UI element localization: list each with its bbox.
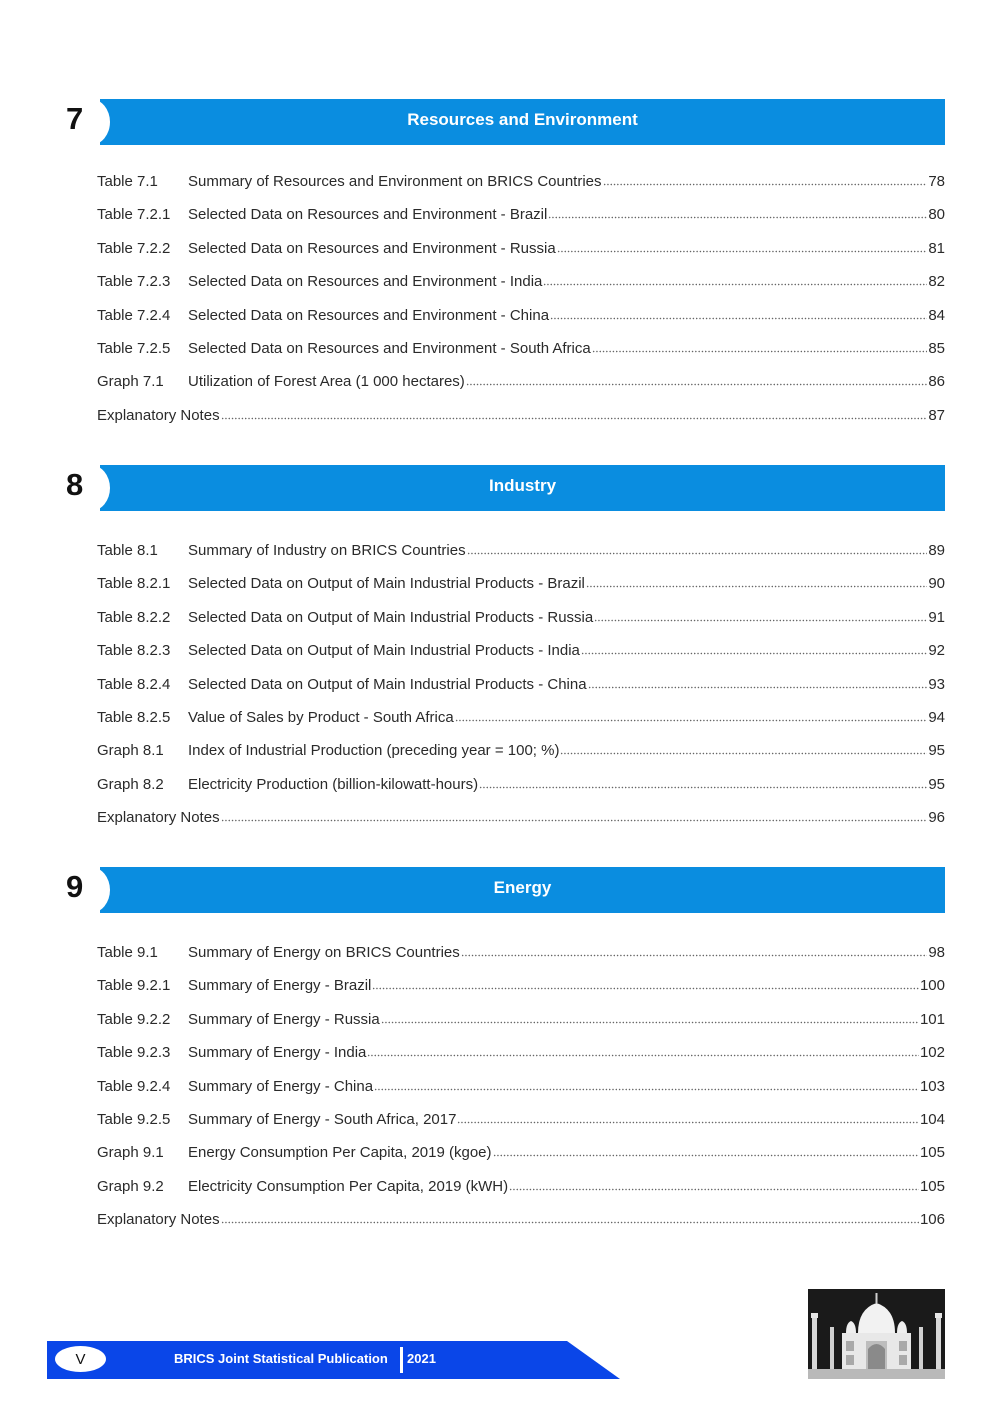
toc-entry-page: 85 bbox=[928, 339, 945, 357]
toc-entry-page: 106 bbox=[919, 1211, 945, 1229]
section-title: Energy bbox=[493, 878, 552, 897]
toc-entry-label: Table 9.2.5 bbox=[97, 1110, 171, 1128]
dot-leader bbox=[557, 239, 928, 253]
taj-mahal-icon bbox=[808, 1289, 945, 1379]
toc-entry[interactable] bbox=[97, 775, 945, 808]
dot-leader bbox=[509, 1177, 919, 1191]
toc-entry-caption: Explanatory Notes bbox=[97, 406, 220, 424]
toc-entry-page: 80 bbox=[928, 206, 945, 224]
toc-entry-caption: Summary of Energy - China bbox=[188, 1077, 374, 1095]
toc-entry-caption: Utilization of Forest Area (1 000 hectares) bbox=[188, 373, 465, 391]
dot-leader bbox=[374, 1077, 919, 1091]
toc-entry-caption: Summary of Energy - South Africa, 2017 bbox=[188, 1110, 457, 1128]
toc-entry-label: Table 8.1 bbox=[97, 542, 158, 559]
toc-entry-caption: Explanatory Notes bbox=[97, 1211, 220, 1229]
toc-list-8 bbox=[97, 541, 945, 842]
chapter-number: 7 bbox=[66, 101, 84, 136]
toc-entry-page: 91 bbox=[928, 608, 945, 626]
dot-leader bbox=[467, 541, 928, 555]
toc-entry-caption: Electricity Consumption Per Capita, 2019 (kWH) bbox=[188, 1177, 509, 1195]
toc-entry-label: Table 9.2.4 bbox=[97, 1077, 171, 1095]
toc-entry-page: 102 bbox=[919, 1044, 945, 1062]
toc-entry-label: Graph 9.1 bbox=[97, 1144, 164, 1162]
toc-entry[interactable] bbox=[97, 943, 945, 976]
section-header-bar bbox=[100, 867, 945, 913]
chapter-number: 9 bbox=[66, 869, 84, 904]
toc-entry-label: Table 8.2.2 bbox=[97, 608, 171, 626]
dot-leader bbox=[560, 741, 927, 755]
toc-entry-caption: Selected Data on Output of Main Industrial Products - China bbox=[188, 675, 587, 693]
toc-entry-caption: Summary of Energy - Russia bbox=[188, 1010, 380, 1028]
toc-entry[interactable] bbox=[97, 272, 945, 305]
toc-entry-caption: Summary of Energy - Brazil bbox=[188, 977, 372, 995]
toc-entry-caption: Summary of Energy on BRICS Countries bbox=[188, 944, 460, 961]
toc-entry-label: Table 8.2.4 bbox=[97, 675, 171, 693]
dot-leader bbox=[455, 708, 928, 722]
toc-entry-page: 96 bbox=[928, 809, 945, 827]
dot-leader bbox=[548, 205, 927, 219]
toc-entry[interactable] bbox=[97, 1077, 945, 1110]
dot-leader bbox=[581, 641, 927, 655]
toc-entry-caption: Summary of Energy - India bbox=[188, 1044, 367, 1062]
publication-year: 2021 bbox=[407, 1351, 436, 1366]
toc-entry-caption: Index of Industrial Production (preceding year = 100; %) bbox=[188, 742, 560, 760]
toc-entry[interactable] bbox=[97, 372, 945, 405]
toc-entry-label: Table 8.2.1 bbox=[97, 575, 171, 593]
toc-entry-page: 104 bbox=[919, 1110, 945, 1128]
toc-entry-label: Table 8.2.3 bbox=[97, 642, 171, 660]
toc-entry-label: Graph 7.1 bbox=[97, 373, 164, 391]
toc-entry-page: 105 bbox=[919, 1177, 945, 1195]
toc-entry-page: 86 bbox=[928, 373, 945, 391]
dot-leader bbox=[221, 808, 928, 822]
chapter-number: 8 bbox=[66, 467, 84, 502]
toc-entry[interactable] bbox=[97, 339, 945, 372]
toc-entry[interactable] bbox=[97, 406, 945, 439]
toc-entry-page: 92 bbox=[928, 642, 945, 660]
toc-entry-page: 100 bbox=[919, 977, 945, 995]
toc-entry-label: Graph 9.2 bbox=[97, 1177, 164, 1195]
toc-entry-label: Table 7.2.2 bbox=[97, 239, 171, 257]
toc-entry-page: 95 bbox=[928, 742, 945, 760]
dot-leader bbox=[588, 675, 928, 689]
dot-leader bbox=[367, 1043, 919, 1057]
dot-leader bbox=[586, 574, 927, 588]
toc-entry-page: 101 bbox=[919, 1010, 945, 1028]
toc-entry-label: Graph 8.1 bbox=[97, 742, 164, 760]
section-header-bar bbox=[100, 465, 945, 511]
section-header-bar bbox=[100, 99, 945, 145]
toc-list-7 bbox=[97, 172, 945, 439]
toc-entry-label: Table 7.2.3 bbox=[97, 273, 171, 291]
toc-entry-caption: Selected Data on Resources and Environment - South Africa bbox=[188, 339, 591, 357]
dot-leader bbox=[594, 608, 927, 622]
toc-entry-page: 103 bbox=[919, 1077, 945, 1095]
toc-entry-label: Table 9.2.2 bbox=[97, 1010, 171, 1028]
toc-entry-label: Table 7.2.4 bbox=[97, 306, 171, 324]
page-number: V bbox=[55, 1346, 106, 1372]
footer-divider bbox=[400, 1347, 403, 1373]
toc-entry-page: 90 bbox=[928, 575, 945, 593]
toc-entry[interactable] bbox=[97, 808, 945, 841]
toc-entry-page: 81 bbox=[928, 239, 945, 257]
toc-entry-label: Table 9.2.1 bbox=[97, 977, 171, 995]
toc-entry[interactable] bbox=[97, 541, 945, 574]
toc-entry[interactable] bbox=[97, 641, 945, 674]
toc-entry[interactable] bbox=[97, 708, 945, 741]
dot-leader bbox=[603, 172, 928, 186]
toc-entry-label: Table 7.1 bbox=[97, 173, 158, 190]
toc-entry[interactable] bbox=[97, 1010, 945, 1043]
toc-entry[interactable] bbox=[97, 675, 945, 708]
toc-entry[interactable] bbox=[97, 1043, 945, 1076]
toc-entry-page: 98 bbox=[928, 944, 945, 961]
toc-entry-page: 84 bbox=[928, 306, 945, 324]
toc-entry-page: 89 bbox=[928, 542, 945, 559]
toc-entry[interactable] bbox=[97, 239, 945, 272]
toc-entry-caption: Explanatory Notes bbox=[97, 809, 220, 827]
dot-leader bbox=[221, 406, 928, 420]
toc-entry-label: Graph 8.2 bbox=[97, 775, 164, 793]
dot-leader bbox=[592, 339, 928, 353]
dot-leader bbox=[543, 272, 927, 286]
toc-entry-caption: Selected Data on Resources and Environment - Russia bbox=[188, 239, 556, 257]
toc-entry-caption: Selected Data on Resources and Environment - China bbox=[188, 306, 550, 324]
dot-leader bbox=[461, 943, 928, 957]
toc-entry-caption: Selected Data on Resources and Environment - Brazil bbox=[188, 206, 548, 224]
toc-entry-page: 78 bbox=[928, 173, 945, 190]
toc-entry-page: 95 bbox=[928, 775, 945, 793]
dot-leader bbox=[493, 1143, 919, 1157]
dot-leader bbox=[550, 306, 927, 320]
dot-leader bbox=[372, 976, 919, 990]
toc-entry-label: Table 9.1 bbox=[97, 944, 158, 961]
dot-leader bbox=[479, 775, 927, 789]
toc-entry-caption: Summary of Industry on BRICS Countries bbox=[188, 542, 466, 559]
toc-entry[interactable] bbox=[97, 741, 945, 774]
publication-title: BRICS Joint Statistical Publication bbox=[174, 1351, 388, 1366]
section-title: Resources and Environment bbox=[407, 110, 638, 129]
toc-entry-page: 82 bbox=[928, 273, 945, 291]
toc-entry-label: Table 9.2.3 bbox=[97, 1044, 171, 1062]
toc-entry-label: Table 8.2.5 bbox=[97, 708, 171, 726]
toc-entry[interactable] bbox=[97, 1110, 945, 1143]
toc-entry[interactable] bbox=[97, 172, 945, 205]
section-title: Industry bbox=[488, 476, 557, 495]
toc-entry-caption: Selected Data on Output of Main Industrial Products - Brazil bbox=[188, 575, 585, 593]
toc-entry[interactable] bbox=[97, 1177, 945, 1210]
toc-entry-page: 105 bbox=[919, 1144, 945, 1162]
toc-entry-caption: Selected Data on Resources and Environment - India bbox=[188, 273, 543, 291]
toc-entry[interactable] bbox=[97, 205, 945, 238]
dot-leader bbox=[466, 372, 928, 386]
toc-entry[interactable] bbox=[97, 608, 945, 641]
dot-leader bbox=[381, 1010, 919, 1024]
toc-entry-caption: Selected Data on Output of Main Industrial Products - India bbox=[188, 642, 580, 660]
toc-entry-caption: Summary of Resources and Environment on BRICS Countries bbox=[188, 173, 602, 190]
toc-entry-page: 94 bbox=[928, 708, 945, 726]
toc-entry-caption: Selected Data on Output of Main Industrial Products - Russia bbox=[188, 608, 594, 626]
toc-entry[interactable] bbox=[97, 306, 945, 339]
toc-entry-caption: Value of Sales by Product - South Africa bbox=[188, 708, 454, 726]
toc-entry-label: Table 7.2.1 bbox=[97, 206, 171, 224]
toc-entry-page: 87 bbox=[928, 406, 945, 424]
toc-entry[interactable] bbox=[97, 574, 945, 607]
toc-entry[interactable] bbox=[97, 1210, 945, 1243]
dot-leader bbox=[221, 1210, 919, 1224]
toc-entry[interactable] bbox=[97, 976, 945, 1009]
toc-list-9 bbox=[97, 943, 945, 1244]
toc-entry-caption: Electricity Production (billion-kilowatt-hours) bbox=[188, 775, 479, 793]
dot-leader bbox=[457, 1110, 919, 1124]
toc-entry-page: 93 bbox=[928, 675, 945, 693]
toc-entry-label: Table 7.2.5 bbox=[97, 339, 171, 357]
toc-entry-caption: Energy Consumption Per Capita, 2019 (kgoe) bbox=[188, 1144, 492, 1162]
toc-entry[interactable] bbox=[97, 1143, 945, 1176]
